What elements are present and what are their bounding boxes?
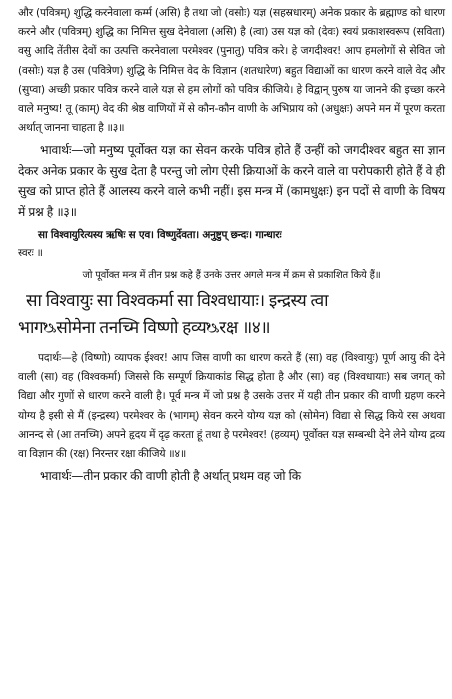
rishi-text-end: स्वरः ॥ [18,247,43,260]
mantra-line-1: सा विश्वायुः सा विश्वकर्मा सा विश्वधायाः। इन्द्रस्य त्वा [26,290,329,311]
verse4-intro: जो पूर्वोक्त मन्त्र में तीन प्रश्न कहे हैं उनके उत्तर अगले मन्त्र में क्रम से प्रकाशित किये हैं॥ [82,270,381,282]
verse3-bhavarth-paragraph: भावार्थः—जो मनुष्य पूर्वोक्त यज्ञ का सेवन करके पवित्र होते हैं उन्हीं को जगदीश्वर बहुत सा ज्ञान देकर अनेक प्रकार के सुख देता है परन्तु जो लोग ऐसी क्रियाओं के करने वाले वा परोपकारी होते हैं वे ही सुख को प्राप्त होते हैं आलस्य करने वाले कभी नहीं। इस मन्त्र में (कामधुक्षः) इन पदों से वाणी के विषय में प्रश्न है ॥३॥ [18,143,445,219]
verse4-rishi-devata-line [18,226,445,262]
verse3-translation-paragraph: और (पवित्रम्) शुद्धि करनेवाला कर्म्म (असि) है तथा जो (वसोः) यज्ञ (सहस्रधारम्) अनेक प्रकार के ब्रह्माण्ड को धारण करने और (पवित्रम्) शुद्धि का निमित्त सुख देनेवाला (असि) है (त्वा) उस यज्ञ को (देवः) स्वयं प्रकाशस्वरूप (सविता) वसु आदि तेंतीस देवों का उत्पत्ति करनेवाला परमेश्वर (पुनातु) पवित्र करे। हे जगदीश्वर! आप हमलोगों से सेवित जो (वसोः) यज्ञ है उस (पवित्रेण) शुद्धि के निमित्त वेद के विज्ञान (शतधारेण) बहुत विद्याओं का धारण करने वाले वेद और (सुप्वा) अच्छी प्रकार पवित्र करने वाले यज्ञ से हम लोगों को पवित्र कीजिये। हे विद्वान् पुरुष या जानने की इच्छा करने वाले मनुष्य! तू (काम्) वेद की श्रेष्ठ वाणियों में से कौन-कौन वाणी के अभिप्राय को (अधुक्षः) अपने मन में पूरण करता अर्थात् जानना चाहता है ॥३॥ [18,6,445,135]
verse4-bhavarth-start: भावार्थः—तीन प्रकार की वाणी होती है अर्थात् प्रथम वह जो कि [40,469,301,484]
verse4-padarth-paragraph: पदार्थः—हे (विष्णो) व्यापक ईश्वर! आप जिस वाणी का धारण करते हैं (सा) वह (विश्वायुः) पूर्ण आयु की देने वाली (सा) वह (विश्वकर्मा) जिससे कि सम्पूर्ण क्रियाकांड सिद्ध होता है और (सा) वह (विश्वधायाः) सब जगत् को विद्या और गुणों से धारण करने वाली है। पूर्व मन्त्र में जो प्रश्न है उसके उत्तर में यही तीन प्रकार की वाणी ग्रहण करने योग्य है इसी से मैं (इन्द्रस्य) परमेश्वर के (भागम्) सेवन करने योग्य यज्ञ को (सोमेन) विद्या से सिद्ध किये रस अथवा आनन्द से (आ तनच्मि) अपने हृदय में दृढ़ करता हूं तथा हे परमेश्वर! (हव्यम्) पूर्वोक्त यज्ञ सम्बन्धी देने लेने योग्य द्रव्य वा विज्ञान की (रक्ष) निरन्तर रक्षा कीजिये ॥४॥ [18,350,445,460]
rishi-text: सा विश्वायुरित्यस्य ऋषिः स एव। विष्णुर्देवता। अनुष्टुप् छन्दः। गान्धारः [38,229,282,242]
mantra-line-2: भागᳬसोमेना तनच्मि विष्णो हव्यᳬरक्ष ॥४॥ [18,317,271,338]
